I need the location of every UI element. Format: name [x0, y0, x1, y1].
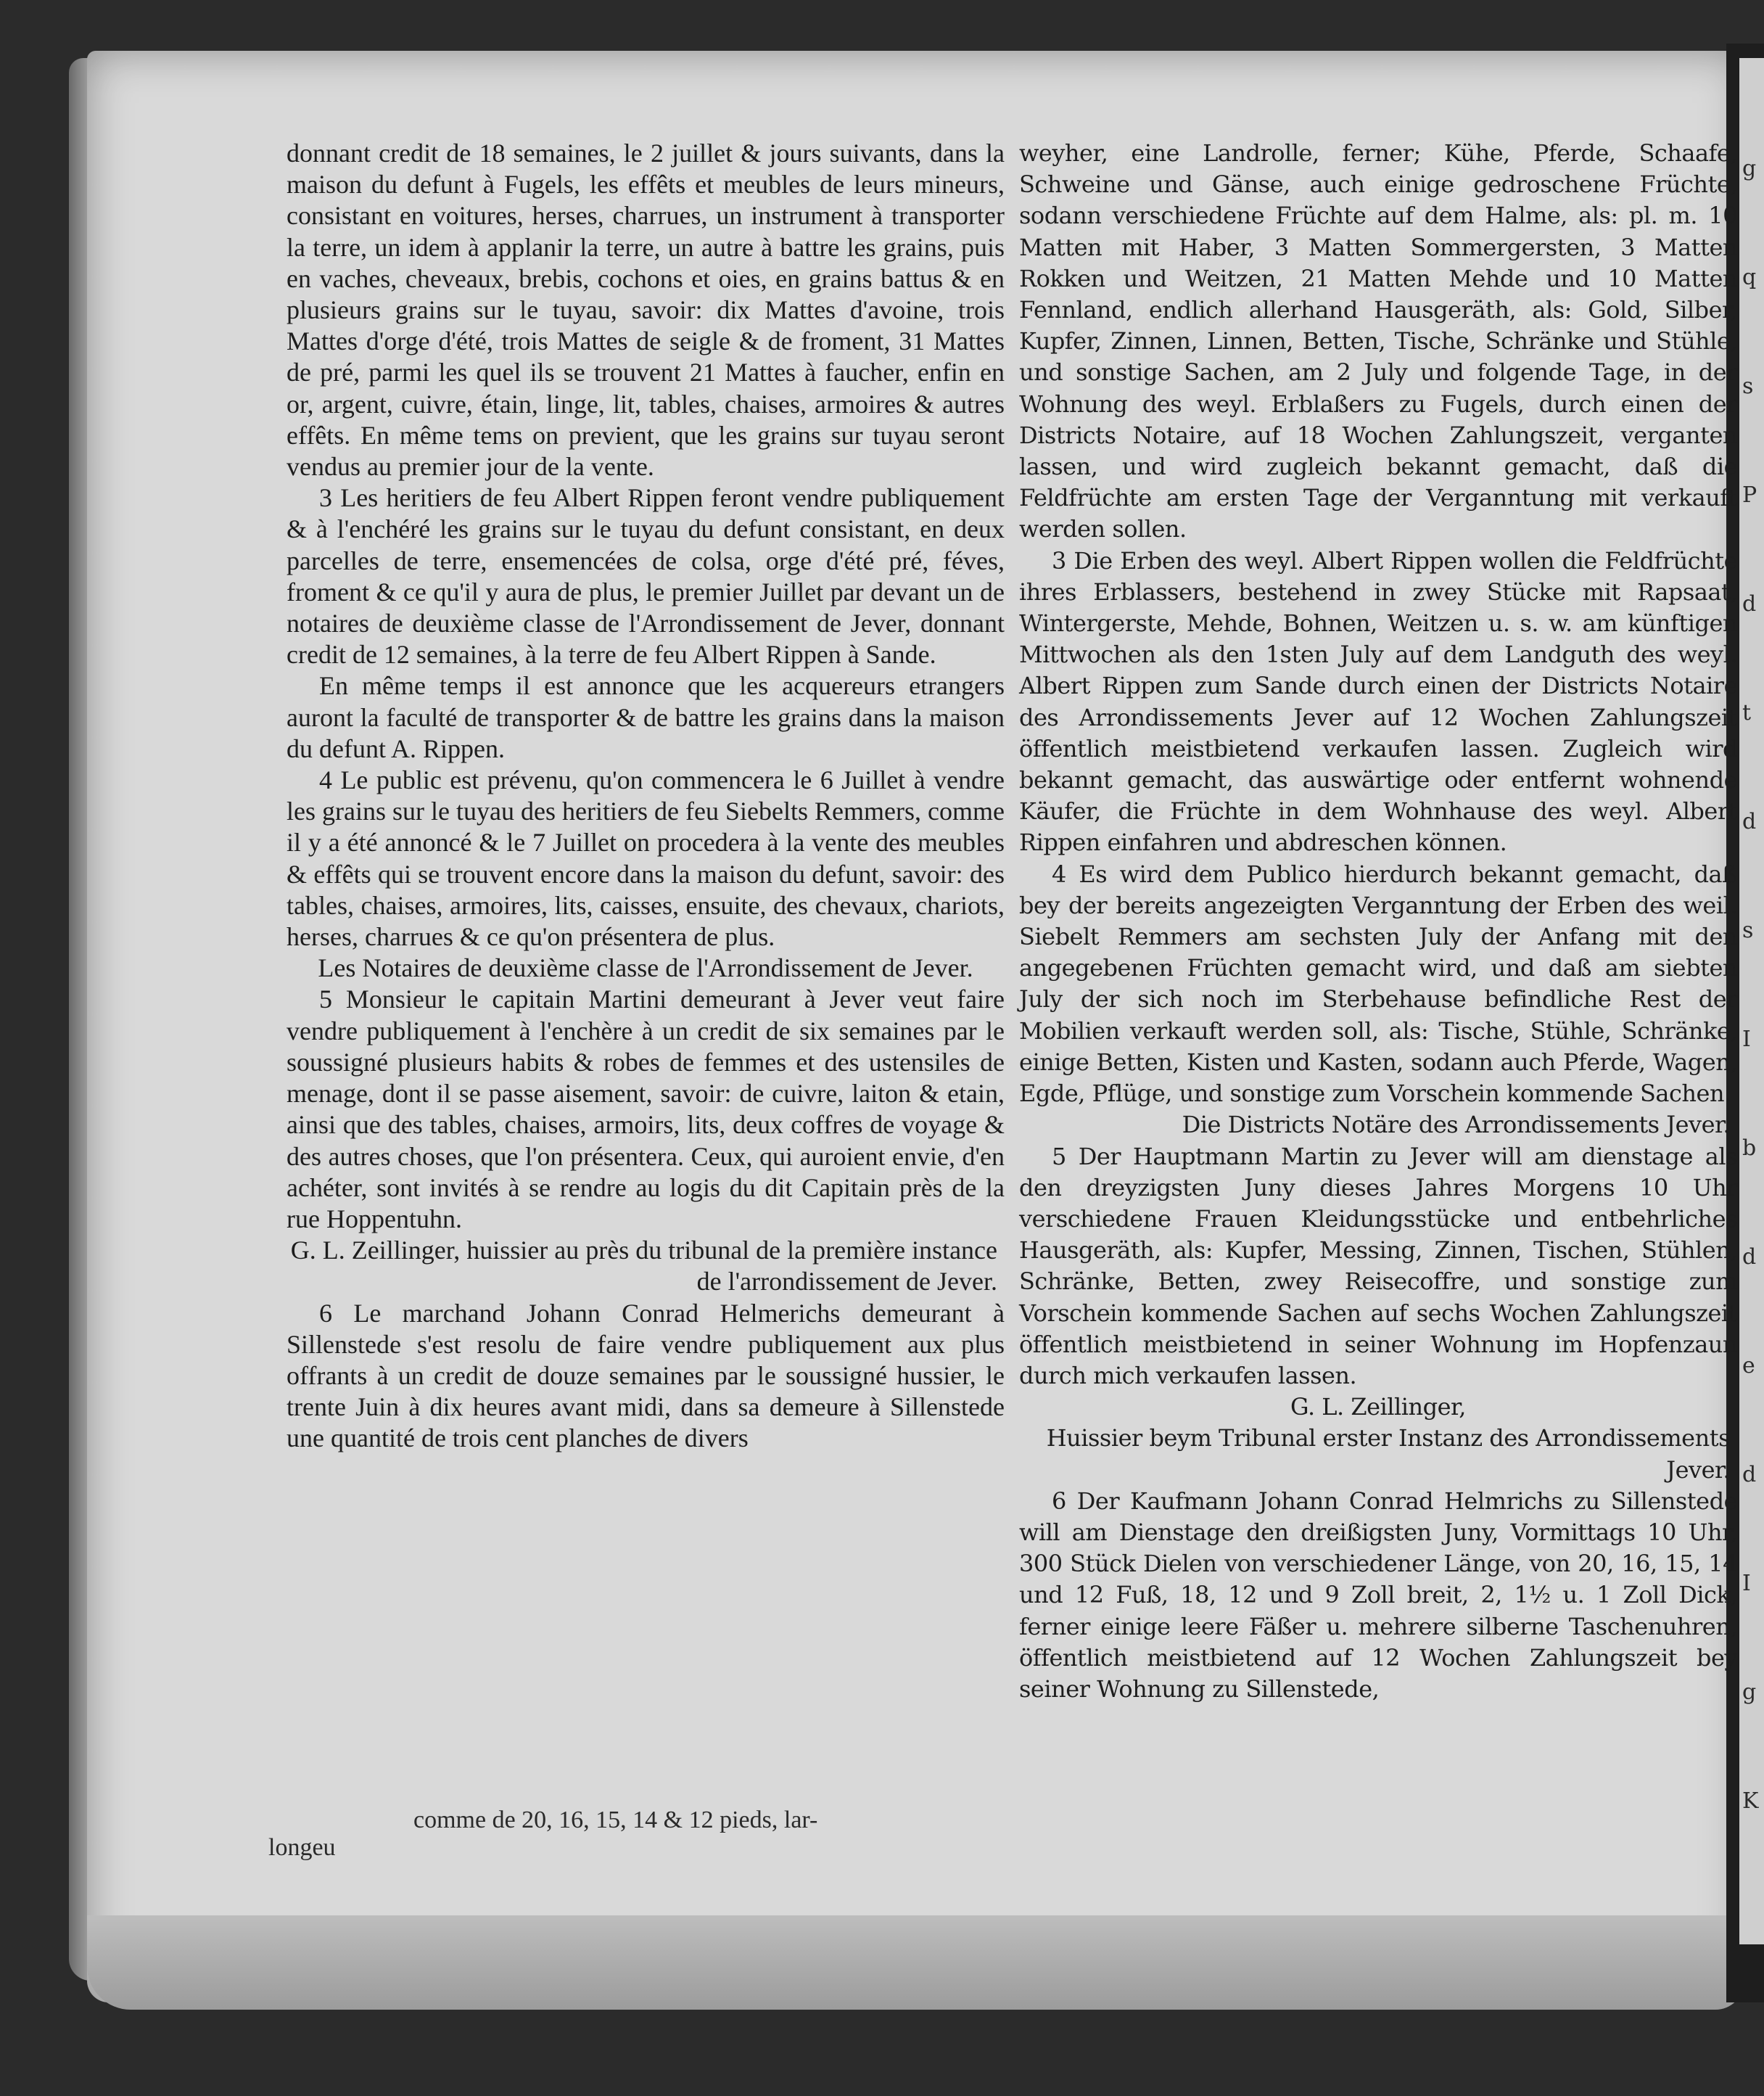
- page-bottom-edge: [87, 1915, 1744, 2010]
- spine-fragment: I: [1742, 1571, 1751, 1596]
- spine-fragment: g: [1742, 1680, 1757, 1705]
- fr-paragraph-4: 4 Le public est prévenu, qu'on commencera le 6 Juillet à vendre les grains sur le tuyau des heritiers de feu Siebelts Remmers, comme il y a été annoncé & le 7 Juillet on procedera à la vente des meubles & effêts qui se trouvent encore dans la maison du defunt, savoir: des tables, chaises, armoires, lits, caisses, ensuite, des chevaux, chariots, herses, charrues & ce qu'on présentera de plus.: [287, 765, 1005, 952]
- spine-fragment: d: [1742, 1462, 1757, 1487]
- spine-fragment: q: [1742, 265, 1757, 290]
- spine-fragment: P: [1742, 482, 1757, 508]
- de-paragraph-4: 4 Es wird dem Publico hierdurch bekannt gemacht, daß bey der bereits angezeigten Verganntung der Erben des weil. Siebelt Remmers am sechsten July der Anfang mit den angegebenen Früchten gemacht wird, und daß am siebten July der sich noch im Sterbehause befindliche Rest der Mobilien verkauft werden soll, als: Tische, Stühle, Schränke, einige Betten, Kisten und Kasten, sodann auch Pferde, Wagen, Egde, Pflüge, und sonstige zum Vorschein kommende Sachen.: [1019, 860, 1737, 1108]
- de-signature-title: Huissier beym Tribunal erster Instanz des Arrondissements Jever.: [1046, 1424, 1730, 1484]
- fr-trailing-fragment: longeu: [268, 1834, 336, 1861]
- spine-fragment: g: [1742, 156, 1757, 181]
- spine-fragment: t: [1742, 700, 1752, 726]
- fr-paragraph-3: 3 Les heritiers de feu Albert Rippen feront vendre publiquement & à l'enchéré les grains sur le tuyau du defunt consistant, en deux parcelles de terre, ensemencées de colsa, orge d'été pré, féves, froment & ce qu'il y aura de plus, le premier Juillet par devant un de notaires de deuxième classe de l'Arrondissement de Jever, donnant credit de 12 semaines, à la terre de feu Albert Rippen à Sande.: [287, 483, 1005, 670]
- french-column: [287, 138, 1005, 1455]
- fr-signature-notaires: Les Notaires de deuxième classe de l'Arrondissement de Jever.: [318, 953, 973, 983]
- german-column: [1019, 138, 1737, 1705]
- spine-fragment: I: [1742, 1027, 1751, 1052]
- fr-paragraph-3-notice: En même temps il est annonce que les acquereurs etrangers auront la faculté de transporter & de battre les grains dans la maison du defunt A. Rippen.: [287, 671, 1005, 763]
- spine-fragment: e: [1742, 1353, 1755, 1378]
- de-paragraph-6: 6 Der Kaufmann Johann Conrad Helmrichs zu Sillenstede will am Dienstage den dreißigsten Juny, Vormittags 10 Uhr, 300 Stück Dielen von verschiedener Länge, von 20, 16, 15, 14 und 12 Fuß, 18, 12 und 9 Zoll breit, 2, 1½ u. 1 Zoll Dick, ferner einige leere Fäßer u. mehrere silberne Taschenuhren, öffentlich meistbietend auf 12 Wochen Zahlungszeit bey seiner Wohnung zu Sillenstede,: [1019, 1487, 1737, 1703]
- de-signature-name: G. L. Zeillinger,: [1290, 1393, 1466, 1421]
- spine-fragment: s: [1742, 374, 1754, 399]
- de-signature-notare: Die Districts Notäre des Arrondissements Jever.: [1182, 1111, 1730, 1139]
- spine-fragment: K: [1742, 1788, 1759, 1814]
- adjacent-page-sliver: [1739, 58, 1764, 1944]
- fr-trailing-lines: [268, 1807, 817, 1862]
- de-paragraph-continued: weyher, eine Landrolle, ferner; Kühe, Pferde, Schaafe, Schweine und Gänse, auch einige gedroschene Früchte, sodann verschiedene Früchte auf dem Halme, als: pl. m. 10 Matten mit Haber, 3 Matten Sommergersten, 3 Matten Rokken und Weitzen, 21 Matten Mehde und 10 Matten Fennland, endlich allerhand Hausgeräth, als: Gold, Silber, Kupfer, Zinnen, Linnen, Betten, Tische, Schränke und Stühle, und sonstige Sachen, am 2 July und folgende Tage, in der Wohnung des weyl. Erblaßers zu Fugels, durch einen der Districts Notaire, auf 18 Wochen Zahlungszeit, verganten lassen, und wird zugleich bekannt gemacht, daß die Feldfrüchte am ersten Tage der Verganntung mit verkauft werden sollen.: [1019, 139, 1737, 543]
- spine-fragment: s: [1742, 918, 1754, 943]
- fr-paragraph-6: 6 Le marchand Johann Conrad Helmerichs demeurant à Sillenstede s'est resolu de faire vendre publiquement aux plus offrants à un credit de douze semaines par le soussigné hussier, le trente Juin à dix heures avant midi, dans sa demeure à Sillenstede une quantité de trois cent planches de divers: [287, 1298, 1005, 1453]
- fr-signature-zeillinger: G. L. Zeillinger, huissier au près du tribunal de la première instance de l'arrondissement de Jever.: [290, 1236, 997, 1296]
- spine-fragment: d: [1742, 591, 1757, 617]
- fr-paragraph-continued: donnant credit de 18 semaines, le 2 juillet & jours suivants, dans la maison du defunt à Fugels, les effêts et meubles de leurs mineurs, consistant en voitures, herses, charrues, un instrument à transporter la terre, un idem à applanir la terre, un autre à battre les grains, puis en vaches, cheveaux, brebis, cochons et oies, en grains battus & en plusieurs grains sur le tuyau, savoir: dix Mattes d'avoine, trois Mattes d'orge d'été, trois Mattes de seigle & de froment, 31 Mattes de pré, parmi les quel ils se trouvent 21 Mattes à faucher, enfin en or, argent, cuivre, étain, linge, lit, tables, chaises, armoires & autres effêts. En même tems on previent, que les grains sur tuyau seront vendus au premier jour de la vente.: [287, 139, 1005, 482]
- de-paragraph-5: 5 Der Hauptmann Martin zu Jever will am dienstage als den dreyzigsten Juny dieses Jahres Morgens 10 Uhr verschiedene Frauen Kleidungsstücke und entbehrliches Hausgeräth, als: Kupfer, Messing, Zinnen, Tischen, Stühlen, Schränke, Betten, zwey Reisecoffre, und sonstige zum Vorschein kommende Sachen auf sechs Wochen Zahlungszeit öffentlich meistbietend in seiner Wohnung im Hopfenzaun durch mich verkaufen lassen.: [1019, 1142, 1737, 1389]
- fr-trailing-line: comme de 20, 16, 15, 14 & 12 pieds, lar-: [413, 1807, 818, 1833]
- fr-paragraph-5: 5 Monsieur le capitain Martini demeurant à Jever veut faire vendre publiquement à l'enchère à un credit de six semaines par le soussigné plusieurs habits & robes de femmes et des ustensiles de menage, dont il se passe aisement, savoir: de cuivre, laiton & etain, ainsi que des tables, chaises, armoirs, lits, deux coffres de voyage & des autres choses, que l'on présentera. Ceux, qui auroient envie, d'en achéter, sont invités à se rendre au logis du dit Capitain près de la rue Hoppentuhn.: [287, 985, 1005, 1233]
- spine-fragment: b: [1742, 1135, 1757, 1161]
- de-paragraph-3: 3 Die Erben des weyl. Albert Rippen wollen die Feldfrüchte ihres Erblassers, bestehend in zwey Stücke mit Rapsaat, Wintergerste, Mehde, Bohnen, Weitzen u. s. w. am künftigen Mittwochen als den 1sten July auf dem Landguth des weyl. Albert Rippen zum Sande durch einen der Districts Notaire des Arrondissements Jever auf 12 Wochen Zahlungszeit öffentlich meistbietend verkaufen lassen. Zugleich wird bekannt gemacht, das auswärtige oder entfernt wohnende Käufer, die Früchte in dem Wohnhause des weyl. Albert Rippen einfahren und abdreschen können.: [1019, 546, 1737, 857]
- spine-fragment: d: [1742, 1244, 1757, 1270]
- spine-fragment: d: [1742, 809, 1757, 834]
